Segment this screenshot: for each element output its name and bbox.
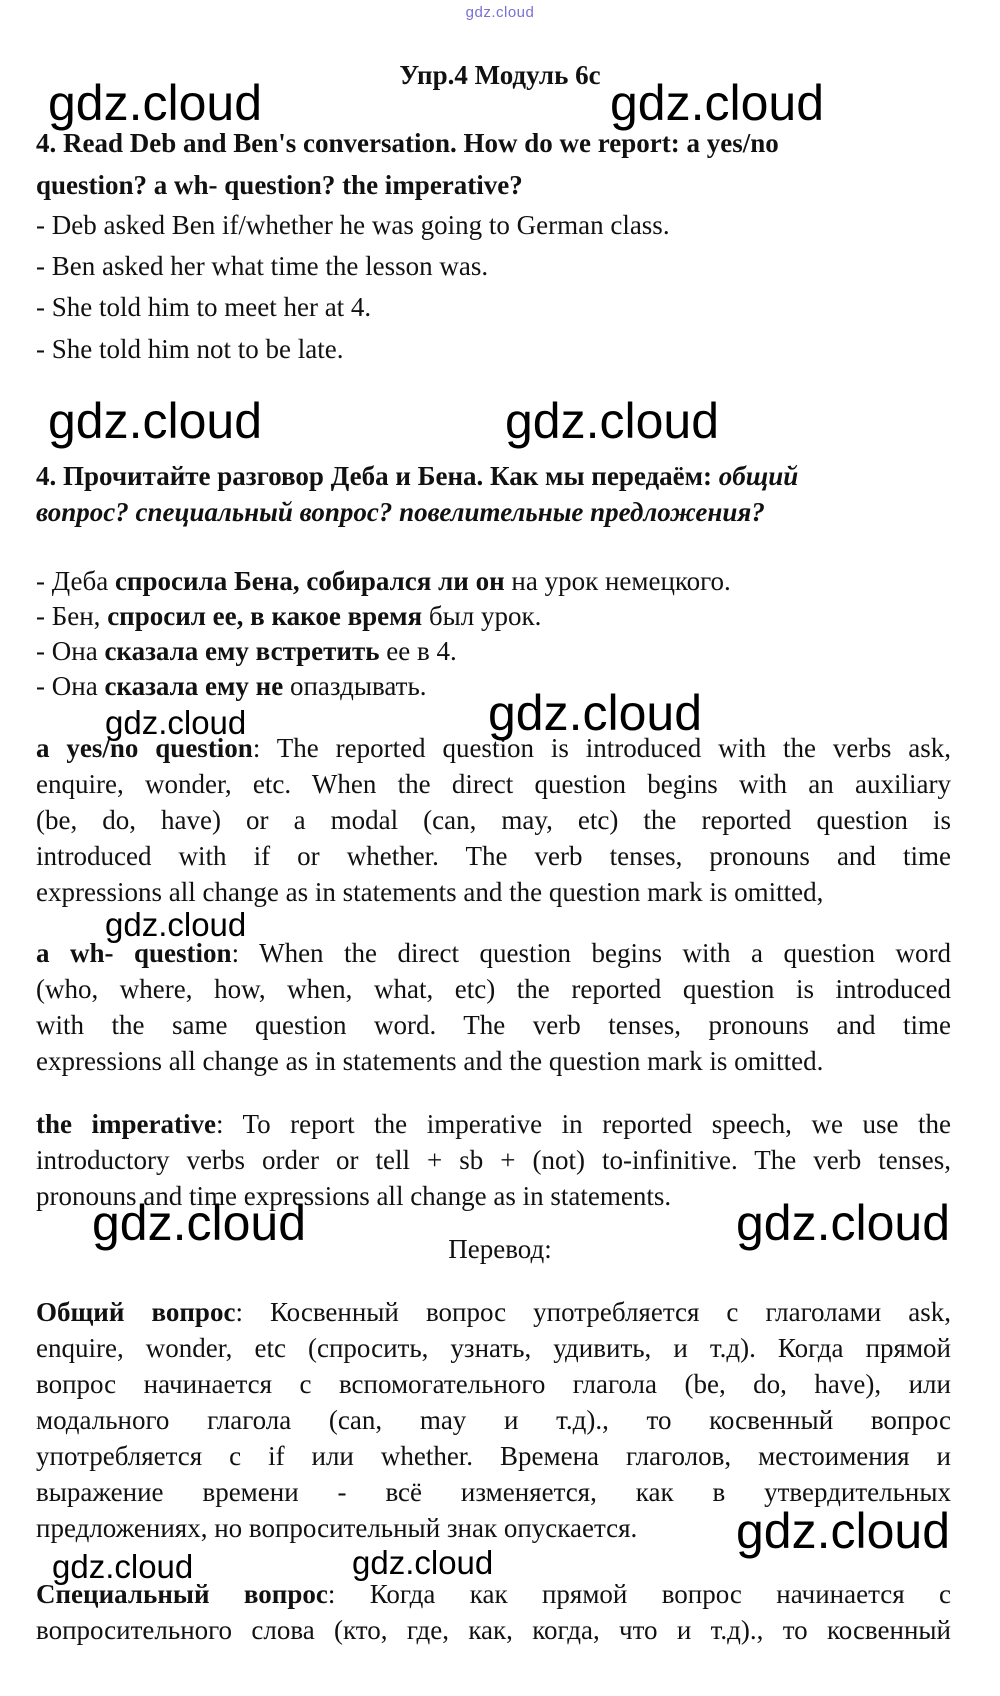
watermark: gdz.cloud (48, 75, 263, 131)
yesno-paragraph (36, 730, 951, 910)
paragraph-line: enquire, wonder, etc. When the direct question begins with an auxiliary (36, 769, 951, 799)
paragraph-line: вопросительного слова (кто, где, как, когда, что и т.д)., то косвенный (36, 1615, 951, 1645)
paragraph-line: introduced with if or whether. The verb tenses, pronouns and time (36, 841, 951, 871)
watermark: gdz.cloud (488, 685, 703, 741)
item-suffix: ее в 4. (379, 636, 457, 666)
paragraph-line: модального глагола (can, may и т.д)., то косвенный вопрос (36, 1405, 951, 1435)
paragraph-line: выражение времени - всё изменяется, как в утвердительных (36, 1477, 951, 1507)
term: Специальный вопрос (36, 1579, 328, 1609)
paragraph-line: : Косвенный вопрос употребляется с глаголами ask, (235, 1297, 951, 1327)
translation-item (36, 636, 951, 667)
answer-item: - Ben asked her what time the lesson was. (36, 251, 489, 281)
wh-paragraph (36, 935, 951, 1079)
paragraph-line: introductory verbs order or tell + sb + (not) to-infinitive. The verb tenses, (36, 1145, 951, 1175)
paragraph-line: : To report the imperative in reported speech, we use the (215, 1109, 951, 1139)
watermark: gdz.cloud (736, 1503, 951, 1559)
paragraph-line: : Когда как прямой вопрос начинается с (327, 1579, 952, 1609)
translation-item (36, 566, 951, 597)
paragraph-line: вопрос начинается с вспомогательного глагола (be, do, have), или (36, 1369, 951, 1399)
watermark: gdz.cloud (52, 1548, 194, 1585)
heading-bold-part: 4. Прочитайте разговор Деба и Бена. Как мы передаём: (36, 461, 712, 491)
heading-line: 4. Read Deb and Ben's conversation. How do we report: a yes/no (36, 128, 779, 158)
exercise-heading-en (36, 122, 951, 206)
item-suffix: на урок немецкого. (504, 566, 731, 596)
answer-item: - She told him to meet her at 4. (36, 292, 372, 322)
watermark: gdz.cloud (48, 393, 263, 449)
watermark: gdz.cloud (92, 1195, 307, 1251)
watermark: gdz.cloud (736, 1195, 951, 1251)
paragraph-line: pronouns and time expressions all change as in statements. (36, 1181, 672, 1211)
item-prefix: - Она (36, 636, 105, 666)
item-suffix: опаздывать. (283, 671, 427, 701)
item-bold: сказала ему встретить (104, 636, 380, 666)
paragraph-line: with the same question word. The verb tenses, pronouns and time (36, 1010, 951, 1040)
term: the imperative (36, 1109, 216, 1139)
paragraph-line: expressions all change as in statements and the question mark is omitted. (36, 1046, 824, 1076)
paragraph-line: : The reported question is introduced with the verbs ask, (252, 733, 951, 763)
item-suffix: был урок. (422, 601, 542, 631)
answer-item: - She told him not to be late. (36, 334, 344, 364)
item-prefix: - Деба (36, 566, 115, 596)
watermark: gdz.cloud (610, 75, 825, 131)
term: Общий вопрос (36, 1297, 236, 1327)
watermark: gdz.cloud (352, 1544, 494, 1581)
item-prefix: - Она (36, 671, 105, 701)
paragraph-line: enquire, wonder, etc (спросить, узнать, удивить, и т.д). Когда прямой (36, 1333, 951, 1363)
paragraph-line: (who, where, how, when, what, etc) the reported question is introduced (36, 974, 951, 1004)
item-bold: спросил ее, в какое время (107, 601, 423, 631)
item-prefix: - Бен, (36, 601, 108, 631)
paragraph-line: употребляется с if или whether. Времена глаголов, местоимения и (36, 1441, 951, 1471)
term: a yes/no question (36, 733, 253, 763)
item-bold: спросила Бена, собирался ли он (114, 566, 505, 596)
watermark: gdz.cloud (105, 704, 247, 741)
watermark: gdz.cloud (505, 393, 720, 449)
heading-italic-part: общий (718, 461, 799, 491)
heading-italic-part: вопрос? специальный вопрос? повелительные предложения? (36, 497, 765, 527)
special-question-paragraph (36, 1576, 951, 1648)
watermark: gdz.cloud (105, 906, 247, 943)
paragraph-line: (be, do, have) or a modal (can, may, etc) the reported question is (36, 805, 951, 835)
item-bold: сказала ему не (104, 671, 284, 701)
page-title: Упр.4 Модуль 6с (399, 60, 601, 90)
paragraph-line: предложениях, но вопросительный знак опускается. (36, 1513, 638, 1543)
paragraph-line: : When the direct question begins with a question word (231, 938, 951, 968)
exercise-heading-ru (36, 458, 951, 530)
translation-label: Перевод: (448, 1234, 552, 1264)
top-watermark: gdz.cloud (465, 4, 535, 21)
answer-item: - Deb asked Ben if/whether he was going to German class. (36, 210, 670, 240)
term: a wh- question (36, 938, 232, 968)
translation-item (36, 601, 951, 632)
paragraph-line: expressions all change as in statements and the question mark is omitted, (36, 877, 824, 907)
heading-line: question? a wh- question? the imperative? (36, 170, 523, 200)
